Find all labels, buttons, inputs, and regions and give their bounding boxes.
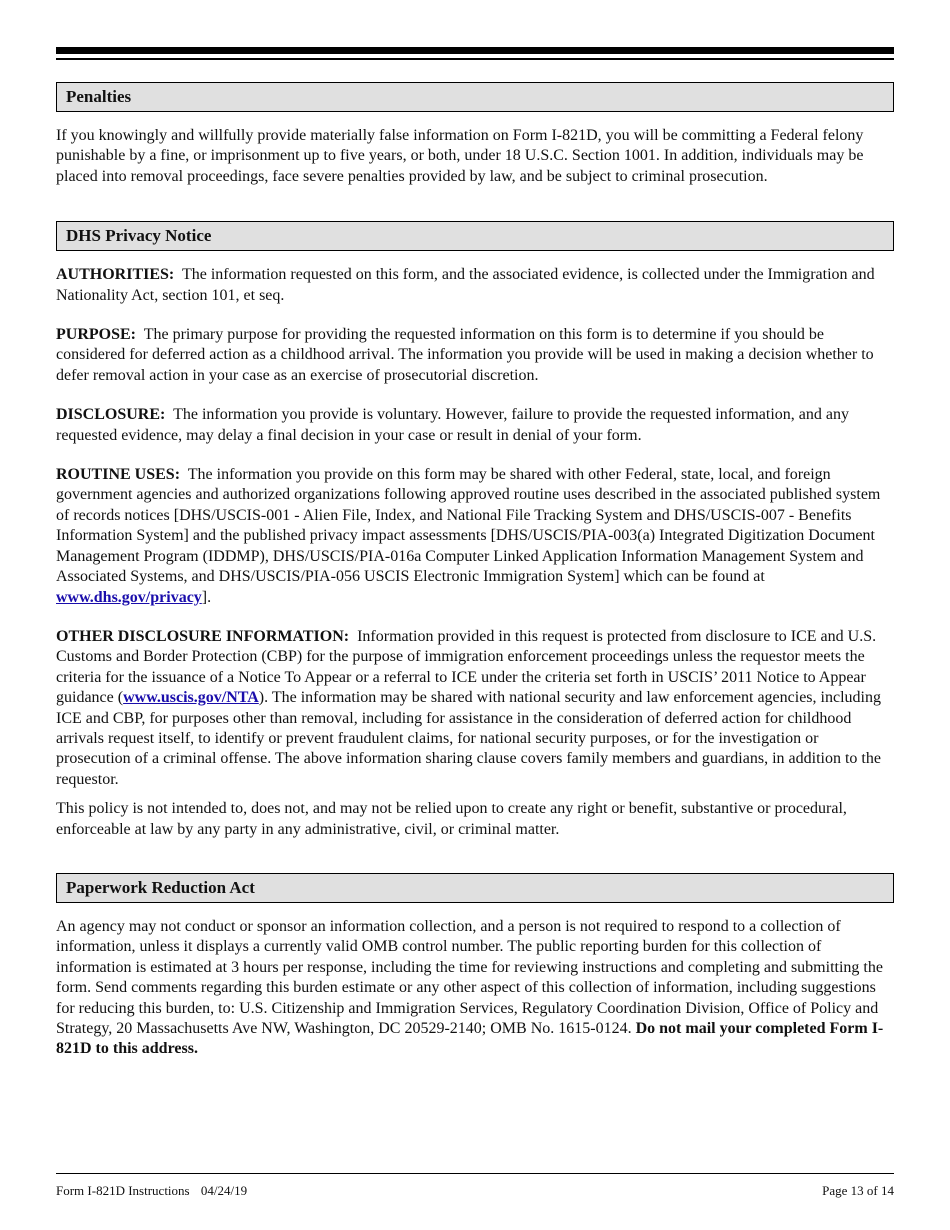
- routine-uses-end: ].: [201, 588, 212, 606]
- paperwork-title: Paperwork Reduction Act: [66, 877, 255, 897]
- disclosure-text: The information you provide is voluntary. However, failure to provide the requested information, and any requested evidence, may delay a final decision in your case or result in denial of your form.: [56, 406, 849, 444]
- document-page: [56, 47, 894, 1060]
- routine-uses-text: The information you provide on this form may be shared with other Federal, state, local, and foreign government agencies and authorized organizations following approved routine uses described in the associated published system of records notices [DHS/USCIS-001 - Alien File, Index, and National File Tracking System and DHS/USCIS-007 - Benefits Information System] and the published privacy impact assessments [DHS/USCIS/PIA-003(a) Integrated Digitization Document Management Program (IDDMP), DHS/USCIS/PIA-016a Computer Linked Application Information Management System and Associated Systems, and DHS/USCIS/PIA-056 USCIS Electronic Immigration System] which can be found at: [56, 466, 881, 586]
- penalties-title: Penalties: [66, 87, 132, 106]
- footer-date: 04/24/19: [200, 1183, 248, 1198]
- dhs-privacy-link[interactable]: www.dhs.gov/privacy: [56, 588, 202, 606]
- authorities-text: The information requested on this form, and the associated evidence, is collected under the Immigration and Nationality Act, section 101, et seq.: [56, 266, 875, 304]
- purpose-text: The primary purpose for providing the requested information on this form is to determine if you should be considered for deferred action as a childhood arrival. The information you provide will be used in making a decision whether to defer removal action in your case as an exercise of prosecutorial discretion.: [56, 326, 874, 384]
- footer-form-name: Form I-821D Instructions: [56, 1183, 190, 1198]
- disclosure-label: DISCLOSURE:: [56, 406, 166, 424]
- top-thin-rule: [56, 58, 894, 60]
- top-thick-rule: [56, 47, 894, 54]
- routine-uses-label: ROUTINE USES:: [56, 466, 181, 484]
- other-disclosure-label: OTHER DISCLOSURE INFORMATION:: [56, 627, 350, 645]
- page-footer: [56, 1173, 894, 1199]
- authorities-label: AUTHORITIES:: [56, 266, 175, 284]
- paperwork-header: [56, 873, 894, 903]
- paperwork-bold-text: Do not mail your completed Form I-821D to this address.: [56, 1020, 884, 1058]
- footer-page-number: Page 13 of 14: [822, 1183, 894, 1198]
- paperwork-text: An agency may not conduct or sponsor an information collection, and a person is not required to respond to a collection of information, unless it displays a currently valid OMB control number. The public reporting burden for this collection of information is estimated at 3 hours per response, including the time for reviewing instructions and completing and submitting the form. Send comments regarding this burden estimate or any other aspect of this collection of information, including suggestions for reducing this burden, to: U.S. Citizenship and Immigration Services, Regulatory Coordination Division, Office of Policy and Strategy, 20 Massachusetts Ave NW, Washington, DC 20529-2140; OMB No. 1615-0124.: [56, 917, 883, 1037]
- authorities-paragraph: [56, 265, 894, 306]
- other-disclosure-text-2: ). The information may be shared with national security and law enforcement agencies, including ICE and CBP, for purposes other than removal, including for assistance in the consideration of deferred action for childhood arrivals request itself, to identify or prevent fraudulent claims, for national security purposes, or for the investigation or prosecution of a criminal offense. The above information sharing clause covers family members and guardians, in addition to the requestor.: [56, 689, 881, 788]
- paperwork-paragraph: [56, 917, 894, 1060]
- other-disclosure-paragraph: [56, 627, 894, 790]
- policy-paragraph: This policy is not intended to, does not, and may not be relied upon to create any right or benefit, substantive or procedural, enforceable at law by any party in any administrative, civil, or criminal matter.: [56, 800, 847, 838]
- privacy-header: [56, 221, 894, 251]
- footer-form-info: [56, 1183, 247, 1199]
- purpose-label: PURPOSE:: [56, 326, 136, 344]
- purpose-paragraph: [56, 325, 894, 386]
- privacy-title: DHS Privacy Notice: [66, 226, 212, 246]
- uscis-nta-link[interactable]: www.uscis.gov/NTA: [123, 689, 259, 707]
- penalties-header: [56, 82, 894, 112]
- penalties-paragraph: If you knowingly and willfully provide materially false information on Form I-821D, you will be committing a Federal felony punishable by a fine, or imprisonment up to five years, or both, under 18 U.S.C. Section 1001. In addition, individuals may be placed into removal proceedings, face severe penalties provided by law, and be subject to criminal prosecution.: [56, 127, 864, 185]
- other-disclosure-text-1: Information provided in this request is protected from disclosure to ICE and U.S. Customs and Border Protection (CBP) for the purpose of immigration enforcement proceedings unless the requestor meets the criteria for the issuance of a Notice To Appear or a referral to ICE under the criteria set forth in USCIS’ 2011 Notice to Appear guidance (: [56, 627, 877, 707]
- routine-uses-paragraph: [56, 465, 894, 608]
- disclosure-paragraph: [56, 405, 894, 446]
